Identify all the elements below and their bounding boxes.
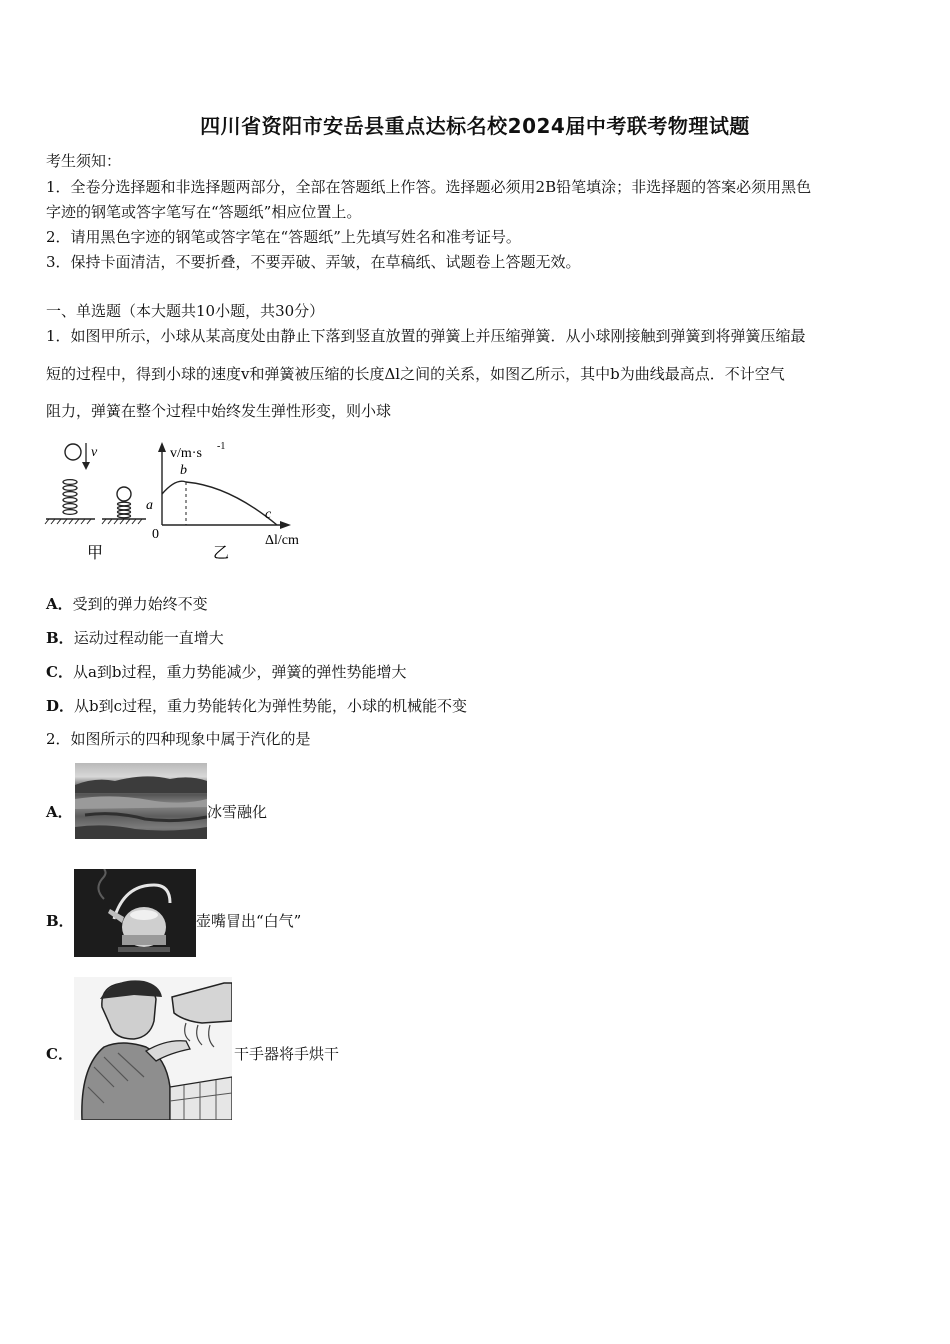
- velocity-curve: [162, 481, 277, 525]
- q2-option-c-letter[interactable]: C．: [46, 1045, 73, 1063]
- option-letter: A．: [46, 595, 73, 613]
- x-axis-label: Δl/cm: [265, 533, 299, 548]
- q1-option-c[interactable]: [46, 661, 407, 682]
- spring-compressed: [118, 502, 131, 518]
- point-a-label: a: [146, 498, 153, 513]
- q2-option-b-letter[interactable]: B．: [46, 912, 74, 930]
- point-b-label: b: [180, 463, 187, 478]
- option-letter: D．: [46, 697, 75, 715]
- q2-option-c-text[interactable]: 干手器将手烘干: [234, 1045, 340, 1063]
- point-c-label: c: [265, 507, 272, 522]
- q2-option-a-text[interactable]: 冰雪融化: [207, 803, 268, 821]
- q1-stem-line-1: 1．如图甲所示，小球从某高度处由静止下落到竖直放置的弹簧上并压缩弹簧．从小球刚接触到弹簧到将弹簧压缩最: [46, 327, 806, 345]
- spring-uncompressed: [63, 480, 77, 515]
- y-axis-label: v/m·s: [170, 446, 202, 461]
- caption-yi: 乙: [213, 543, 230, 562]
- v-arrow-label: v: [91, 445, 98, 460]
- option-text: 运动过程动能一直增大: [73, 629, 224, 647]
- velocity-arrowhead: [82, 462, 90, 470]
- option-letter: B．: [46, 629, 74, 647]
- option-text: 受到的弹力始终不变: [72, 595, 208, 613]
- q1-stem-line-2: 短的过程中，得到小球的速度v和弹簧被压缩的长度Δl之间的关系，如图乙所示，其中b为曲线最高点．不计空气: [46, 365, 785, 383]
- q1-stem-line-3: 阻力，弹簧在整个过程中始终发生弹性形变，则小球: [46, 402, 392, 420]
- option-text: 从a到b过程，重力势能减少，弹簧的弹性势能增大: [72, 663, 407, 681]
- notice-line-3: 2．请用黑色字迹的钢笔或答字笔在“答题纸”上先填写姓名和准考证号。: [46, 228, 521, 246]
- q2-option-a-letter[interactable]: A．: [46, 803, 73, 821]
- y-axis-unit-exponent: -1: [217, 441, 226, 452]
- q1-figure: [40, 432, 330, 564]
- q1-option-d[interactable]: [46, 695, 467, 716]
- notice-line-4: 3．保持卡面清洁，不要折叠，不要弄破、弄皱，在草稿纸、试题卷上答题无效。: [46, 253, 581, 271]
- melting-snow-image: [75, 763, 207, 839]
- q1-option-b[interactable]: [46, 627, 224, 648]
- ground-hatch-left: [45, 519, 91, 524]
- notice-line-1: 1．全卷分选择题和非选择题两部分，全部在答题纸上作答。选择题必须用2B铅笔填涂；非选择题的答案必须用黑色: [46, 178, 812, 196]
- kettle-steam-image: [74, 869, 196, 957]
- origin-label: 0: [152, 527, 159, 542]
- caption-jia: 甲: [87, 543, 104, 562]
- ball-on-spring: [117, 487, 131, 501]
- graph-x-arrowhead: [280, 521, 291, 529]
- hand-dryer-image: [74, 977, 232, 1120]
- q2-option-b-text[interactable]: 壶嘴冒出“白气”: [196, 912, 302, 930]
- graph-y-arrowhead: [158, 442, 166, 452]
- notice-heading: 考生须知：: [46, 152, 122, 170]
- falling-ball: [65, 444, 81, 460]
- option-letter: C．: [46, 663, 73, 681]
- section-heading: 一、单选题（本大题共10小题，共30分）: [46, 302, 325, 320]
- q2-stem: 2．如图所示的四种现象中属于汽化的是: [46, 730, 311, 748]
- page-title: 四川省资阳市安岳县重点达标名校2024届中考联考物理试题: [200, 114, 750, 138]
- ground-hatch-right: [102, 519, 142, 524]
- option-text: 从b到c过程，重力势能转化为弹性势能，小球的机械能不变: [74, 697, 468, 715]
- q1-option-a[interactable]: [46, 593, 208, 614]
- notice-line-2: 字迹的钢笔或答字笔写在“答题纸”相应位置上。: [46, 203, 362, 221]
